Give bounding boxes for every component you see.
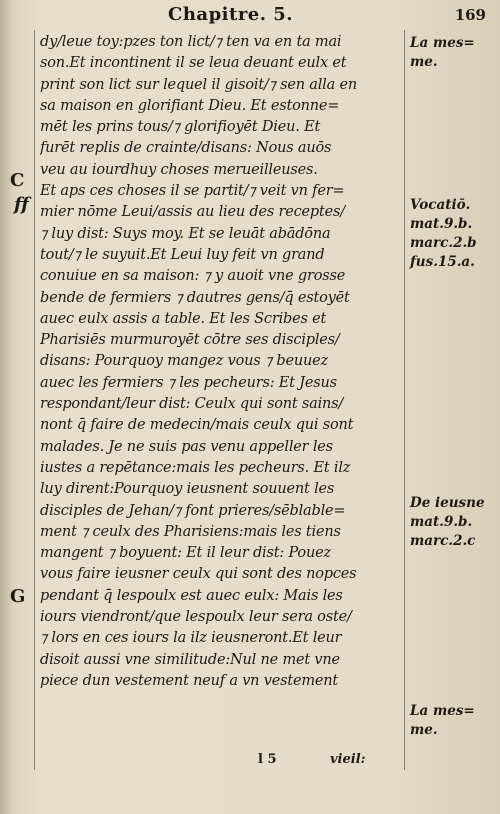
signature-mark: l 5	[258, 752, 277, 767]
text-line: sa maison en glorifiant Dieu. Et estonne=	[40, 97, 340, 114]
text-line: Pharisiēs murmuroyēt cōtre ses disciples/	[40, 332, 340, 349]
margin-note-vocation	[410, 196, 496, 272]
text-line: respondant/leur dist: Ceulx qui sont sains/	[40, 396, 344, 413]
text-line: furēt replis de crainte/disans: Nous auōs	[40, 140, 332, 157]
text-line: mangent ⁊ boyuent: Et il leur dist: Pouez	[40, 545, 331, 562]
margin-note-line: De ieusne	[410, 495, 485, 511]
right-column-rule	[404, 30, 405, 770]
text-line: malades. Je ne suis pas venu appeller les	[40, 438, 333, 455]
folio-number: 169	[454, 6, 486, 24]
paragraph-mark-c: C	[10, 170, 25, 191]
text-line: iours viendront/que lespoulx leur sera oste/	[40, 609, 352, 626]
text-line: nont q̄ faire de medecin/mais ceulx qui sont	[40, 417, 354, 434]
margin-note-line: mat.9.b.	[410, 216, 473, 232]
margin-note-la-messe-2	[410, 702, 496, 740]
text-line: disans: Pourquoy mangez vous ⁊ beuuez	[40, 353, 328, 370]
page-footer	[0, 752, 500, 776]
text-line: bende de fermiers ⁊ dautres gens/q̄ estoyēt	[40, 289, 350, 306]
margin-note-line: marc.2.b	[410, 235, 477, 251]
text-line: ment ⁊ ceulx des Pharisiens:mais les tiens	[40, 523, 341, 540]
margin-note-line: Vocatiō.	[410, 197, 471, 213]
text-line: tout/⁊ le suyuit.Et Leui luy feit vn grand	[40, 246, 325, 263]
text-line: son.Et incontinent il se leua deuant eulx et	[40, 55, 347, 72]
margin-note-line: me.	[410, 54, 438, 70]
margin-note-line: marc.2.c	[410, 533, 476, 549]
main-text-column	[40, 32, 402, 692]
margin-note-line: La mes=	[410, 703, 475, 719]
text-line: vous faire ieusner ceulx qui sont des nopces	[40, 566, 357, 583]
running-header	[0, 4, 500, 28]
paragraph-mark-f: ff	[14, 194, 29, 215]
text-line: pendant q̄ lespoulx est auec eulx: Mais les	[40, 587, 343, 604]
text-line: mier nōme Leui/assis au lieu des receptes/	[40, 204, 345, 221]
text-line: ⁊ luy dist: Suys moy. Et se leuāt abādōna	[40, 225, 331, 242]
text-line: luy dirent:Pourquoy ieusnent souuent les	[40, 481, 335, 498]
text-line: piece dun vestement neuf a vn vestement	[40, 672, 339, 689]
text-line: print son lict sur lequel il gisoit/⁊ sen alla en	[40, 76, 357, 93]
text-line: ⁊ lors en ces iours la ilz ieusneront.Et leur	[40, 630, 342, 647]
paragraph-mark-g: G	[10, 586, 26, 607]
text-line: Et aps ces choses il se partit/⁊ veit vn fer=	[40, 183, 345, 200]
margin-note-line: mat.9.b.	[410, 514, 473, 530]
chapter-title: Chapitre. 5.	[168, 4, 294, 25]
text-line: disoit aussi vne similitude:Nul ne met vne	[40, 651, 340, 668]
margin-note-line: La mes=	[410, 35, 475, 51]
text-line: conuiue en sa maison: ⁊ y auoit vne grosse	[40, 268, 346, 285]
margin-note-line: me.	[410, 722, 438, 738]
text-line: mēt les prins tous/⁊ glorifioyēt Dieu. Et	[40, 119, 321, 136]
text-line: auec eulx assis a table. Et les Scribes et	[40, 310, 327, 327]
margin-note-line: fus.15.a.	[410, 254, 475, 270]
margin-note-la-messe	[410, 34, 496, 72]
left-column-rule	[34, 30, 35, 770]
catchword: vieil:	[330, 752, 366, 767]
margin-note-de-ieusne	[410, 494, 496, 551]
text-line: auec les fermiers ⁊ les pecheurs: Et Jesus	[40, 374, 337, 391]
text-line: dy/leue toy:pzes ton lict/⁊ ten va en ta mai	[40, 34, 342, 50]
text-line: disciples de Jehan/⁊ font prieres/sēblable=	[40, 502, 346, 519]
text-line: iustes a repētance:mais les pecheurs. Et ilz	[40, 459, 351, 476]
text-line: veu au iourdhuy choses merueilleuses.	[40, 161, 318, 178]
